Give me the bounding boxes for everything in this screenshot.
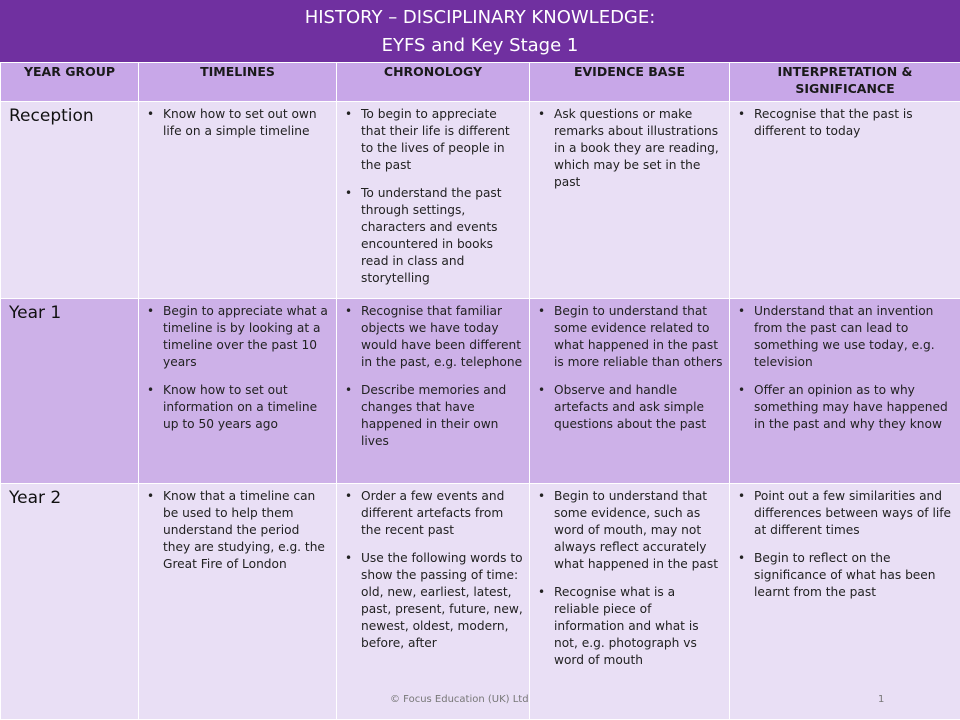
list-item: • Offer an opinion as to why something may have happened in the past and why they know <box>754 382 960 433</box>
title-line-1: HISTORY – DISCIPLINARY KNOWLEDGE: <box>304 7 656 28</box>
list-item: • Recognise that the past is different to today <box>754 106 960 140</box>
interpretation-cell <box>730 484 960 720</box>
header-timelines: TIMELINES <box>139 63 337 102</box>
list-item: • Recognise that familiar objects we have today would have been different in the past, e.g. telephone <box>361 303 529 371</box>
title-line-2: EYFS and Key Stage 1 <box>381 35 579 56</box>
page-number: 1 <box>878 694 885 705</box>
table-row-reception <box>1 102 960 299</box>
chronology-cell <box>337 299 530 484</box>
evidence-cell <box>530 102 730 299</box>
year-group-cell: Year 2 <box>1 484 139 720</box>
chronology-cell <box>337 484 530 720</box>
evidence-cell <box>530 299 730 484</box>
timelines-cell <box>139 102 337 299</box>
list-item: • Begin to appreciate what a timeline is by looking at a timeline over the past 10 years <box>163 303 336 371</box>
list-item: • Describe memories and changes that have happened in their own lives <box>361 382 529 450</box>
chronology-cell <box>337 102 530 299</box>
table-row-year-1 <box>1 299 960 484</box>
header-row <box>1 63 960 102</box>
header-chronology: CHRONOLOGY <box>337 63 530 102</box>
list-item: • Begin to understand that some evidence related to what happened in the past is more reliable than others <box>554 303 729 371</box>
knowledge-table <box>0 62 960 720</box>
header-evidence-base: EVIDENCE BASE <box>530 63 730 102</box>
list-item: • Use the following words to show the passing of time: old, new, earliest, latest, past, present, future, new, newest, oldest, modern, before, after <box>361 550 529 652</box>
page-title <box>0 0 960 62</box>
list-item: • Recognise what is a reliable piece of information and what is not, e.g. photograph vs word of mouth <box>554 584 729 669</box>
table-row-year-2 <box>1 484 960 720</box>
list-item: • Begin to reflect on the significance of what has been learnt from the past <box>754 550 960 601</box>
timelines-cell <box>139 299 337 484</box>
header-year-group: YEAR GROUP <box>1 63 139 102</box>
evidence-cell <box>530 484 730 720</box>
interpretation-cell <box>730 299 960 484</box>
year-group-cell: Reception <box>1 102 139 299</box>
list-item: • Know that a timeline can be used to help them understand the period they are studying, e.g. the Great Fire of London <box>163 488 336 573</box>
list-item: • Understand that an invention from the past can lead to something we use today, e.g. television <box>754 303 960 371</box>
list-item: • To begin to appreciate that their life is different to the lives of people in the past <box>361 106 529 174</box>
list-item: • Order a few events and different artefacts from the recent past <box>361 488 529 539</box>
list-item: • Know how to set out information on a timeline up to 50 years ago <box>163 382 336 433</box>
list-item: • Observe and handle artefacts and ask simple questions about the past <box>554 382 729 433</box>
year-group-cell: Year 1 <box>1 299 139 484</box>
list-item: • To understand the past through settings, characters and events encountered in books read in class and storytelling <box>361 185 529 287</box>
copyright-footer: © Focus Education (UK) Ltd <box>390 694 529 705</box>
header-interpretation: INTERPRETATION & SIGNIFICANCE <box>730 63 960 102</box>
list-item: • Begin to understand that some evidence, such as word of mouth, may not always reflect accurately what happened in the past <box>554 488 729 573</box>
list-item: • Point out a few similarities and differences between ways of life at different times <box>754 488 960 539</box>
list-item: • Know how to set out own life on a simple timeline <box>163 106 336 140</box>
interpretation-cell <box>730 102 960 299</box>
list-item: • Ask questions or make remarks about illustrations in a book they are reading, which may be set in the past <box>554 106 729 191</box>
timelines-cell <box>139 484 337 720</box>
